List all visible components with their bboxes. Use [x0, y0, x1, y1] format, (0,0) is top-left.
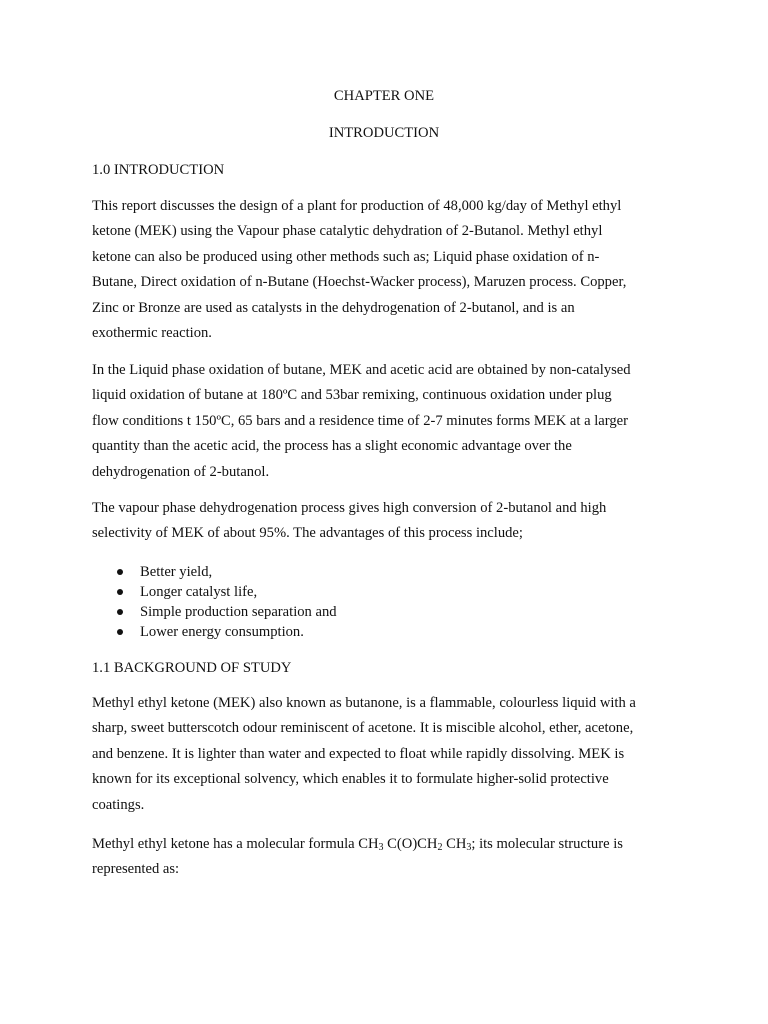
list-item-text: Lower energy consumption. [140, 624, 304, 640]
paragraph-background-1 [92, 691, 672, 818]
text-fragment: CH [442, 836, 467, 852]
text-line: quantity than the acetic acid, the process has a slight economic advantage over the [92, 438, 572, 455]
paragraph-intro-3 [92, 496, 672, 547]
section-heading-1-0: 1.0 INTRODUCTION [92, 162, 225, 178]
text-line: exothermic reaction. [92, 324, 212, 341]
text-line: Zinc or Bronze are used as catalysts in the dehydrogenation of 2-butanol, and is an [92, 299, 575, 316]
text-line: In the Liquid phase oxidation of butane, MEK and acetic acid are obtained by non-catalysed [92, 362, 631, 378]
list-item-text: Longer catalyst life, [140, 584, 258, 600]
list-item [92, 562, 592, 582]
list-item [92, 602, 592, 622]
text-line: represented as: [92, 861, 180, 878]
text-line: Butane, Direct oxidation of n-Butane (Hoechst-Wacker process), Maruzen process. Copper, [92, 274, 627, 291]
text-line: dehydrogenation of 2-butanol. [92, 463, 270, 480]
list-item [92, 582, 592, 602]
intro-title: INTRODUCTION [328, 125, 440, 141]
paragraph-background-2 [92, 832, 672, 883]
list-item-text: Simple production separation and [140, 604, 337, 620]
bullet-icon [117, 589, 123, 595]
advantages-list [92, 562, 592, 642]
text-fragment: ; its molecular structure is [471, 836, 623, 852]
text-line: and benzene. It is lighter than water and expected to float while rapidly dissolving. MEK is [92, 745, 625, 762]
text-line: This report discusses the design of a plant for production of 48,000 kg/day of Methyl ethyl [92, 198, 622, 214]
bullet-icon [117, 609, 123, 615]
text-line: selectivity of MEK of about 95%. The advantages of this process include; [92, 525, 523, 542]
text-line: coatings. [92, 796, 145, 813]
text-fragment: C(O)CH [383, 836, 438, 852]
subscript: 2 [437, 842, 443, 853]
text-line: ketone can also be produced using other methods such as; Liquid phase oxidation of n- [92, 248, 600, 265]
paragraph-intro-1 [92, 194, 672, 346]
text-line: The vapour phase dehydrogenation process gives high conversion of 2-butanol and high [92, 500, 607, 516]
text-fragment: Methyl ethyl ketone has a molecular formula CH [92, 836, 379, 852]
formula-line [92, 832, 672, 857]
text-line: ketone (MEK) using the Vapour phase catalytic dehydration of 2-Butanol. Methyl ethyl [92, 223, 603, 240]
bullet-icon [117, 569, 123, 575]
list-item-text: Better yield, [140, 564, 213, 580]
subscript: 3 [378, 842, 384, 853]
subscript: 3 [466, 842, 472, 853]
chapter-title: CHAPTER ONE [333, 88, 435, 104]
text-line: liquid oxidation of butane at 180ºC and 53bar remixing, continuous oxidation under plug [92, 387, 612, 404]
list-item [92, 622, 592, 642]
text-line: flow conditions t 150ºC, 65 bars and a residence time of 2-7 minutes forms MEK at a larger [92, 412, 628, 429]
text-line: sharp, sweet butterscotch odour reminiscent of acetone. It is miscible alcohol, ether, acetone, [92, 720, 634, 737]
paragraph-intro-2 [92, 358, 672, 485]
bullet-icon [117, 629, 123, 635]
section-heading-1-1: 1.1 BACKGROUND OF STUDY [92, 660, 292, 676]
text-line: Methyl ethyl ketone (MEK) also known as butanone, is a flammable, colourless liquid with a [92, 695, 636, 711]
text-line: known for its exceptional solvency, which enables it to formulate higher-solid protective [92, 771, 609, 788]
